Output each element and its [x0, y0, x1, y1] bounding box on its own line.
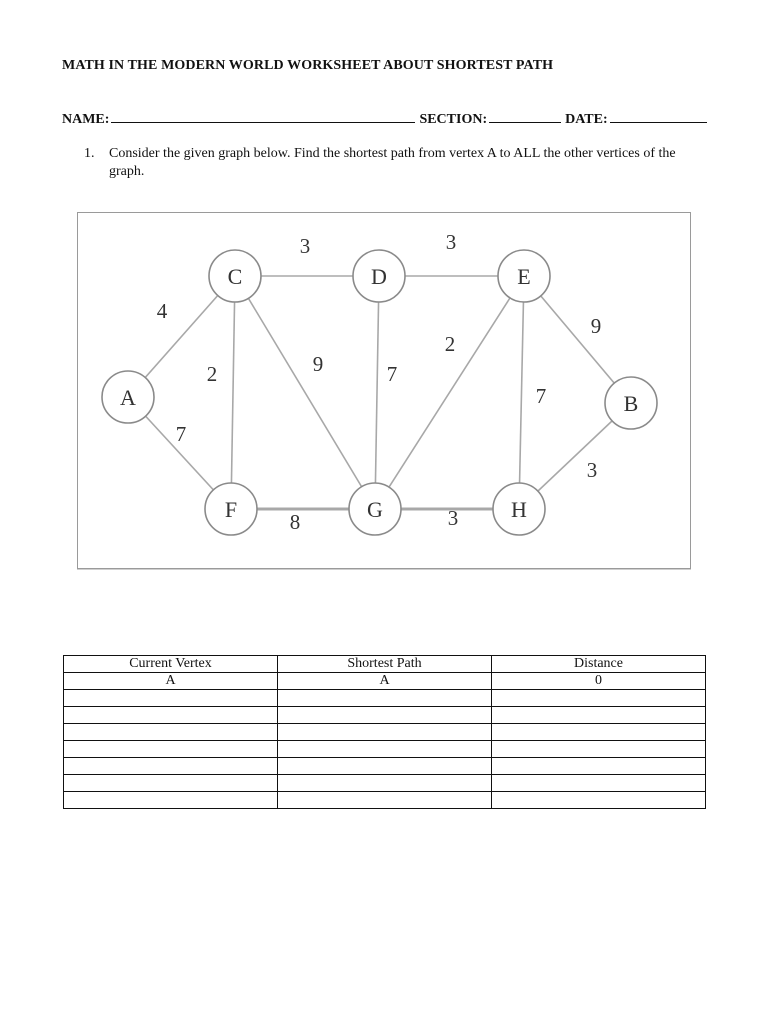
table-row [64, 741, 706, 758]
table-row [64, 758, 706, 775]
edge-weight-c-f: 2 [206, 362, 218, 386]
table-row [64, 673, 706, 690]
student-info-line [62, 110, 707, 128]
cell-current-vertex[interactable] [64, 775, 278, 792]
section-label: SECTION: [419, 112, 488, 127]
edge-weight-c-g: 9 [312, 352, 324, 376]
vertex-b-label: B [623, 391, 639, 416]
name-label: NAME: [62, 112, 110, 127]
cell-current-vertex[interactable] [64, 741, 278, 758]
worksheet-title: MATH IN THE MODERN WORLD WORKSHEET ABOUT SHORTEST PATH [62, 58, 554, 73]
cell-distance[interactable] [492, 707, 706, 724]
cell-distance[interactable] [492, 724, 706, 741]
cell-shortest-path[interactable] [278, 775, 492, 792]
vertex-f-label: F [224, 497, 238, 522]
edge-weight-a-c: 4 [156, 299, 168, 323]
cell-distance[interactable] [492, 690, 706, 707]
edge-weight-d-e: 3 [445, 230, 457, 254]
weighted-graph [78, 213, 690, 568]
cell-distance[interactable] [492, 775, 706, 792]
edge-weight-h-b: 3 [586, 458, 598, 482]
table-row [64, 724, 706, 741]
cell-shortest-path[interactable]: A [278, 673, 492, 690]
header-shortest-path: Shortest Path [278, 656, 492, 673]
cell-shortest-path[interactable] [278, 724, 492, 741]
cell-current-vertex[interactable]: A [64, 673, 278, 690]
cell-shortest-path[interactable] [278, 690, 492, 707]
cell-shortest-path[interactable] [278, 758, 492, 775]
edge-weight-a-f: 7 [175, 422, 187, 446]
table-row [64, 707, 706, 724]
cell-shortest-path[interactable] [278, 707, 492, 724]
vertex-h-label: H [511, 497, 527, 522]
vertex-e-label: E [517, 264, 531, 289]
vertex-c-label: C [227, 264, 243, 289]
table-header-row [64, 656, 706, 673]
edge-weight-e-b: 9 [590, 314, 602, 338]
edge-weight-e-g: 2 [444, 332, 456, 356]
table-row [64, 792, 706, 809]
section-blank [489, 110, 561, 123]
edge-weight-e-h: 7 [535, 384, 547, 408]
edge-c-g [235, 276, 375, 509]
header-distance: Distance [492, 656, 706, 673]
cell-distance[interactable] [492, 792, 706, 809]
question-number: 1. [84, 146, 95, 161]
cell-current-vertex[interactable] [64, 758, 278, 775]
edge-weight-g-h: 3 [447, 506, 459, 530]
cell-current-vertex[interactable] [64, 690, 278, 707]
edge-d-g [375, 276, 379, 509]
date-blank [610, 110, 707, 123]
name-blank [111, 110, 415, 123]
edge-weight-f-g: 8 [289, 510, 301, 534]
date-label: DATE: [565, 112, 608, 127]
cell-distance[interactable]: 0 [492, 673, 706, 690]
edge-weight-d-g: 7 [386, 362, 398, 386]
cell-shortest-path[interactable] [278, 741, 492, 758]
header-current-vertex: Current Vertex [64, 656, 278, 673]
question-1 [84, 145, 704, 181]
answer-table [63, 655, 706, 809]
table-row [64, 775, 706, 792]
cell-shortest-path[interactable] [278, 792, 492, 809]
question-text: Consider the given graph below. Find the shortest path from vertex A to ALL the other vertices of the graph. [109, 146, 676, 179]
graph-figure [77, 212, 691, 569]
edge-c-f [231, 276, 235, 509]
cell-distance[interactable] [492, 758, 706, 775]
table-row [64, 690, 706, 707]
cell-current-vertex[interactable] [64, 724, 278, 741]
edge-weight-c-d: 3 [299, 234, 311, 258]
edge-e-g [375, 276, 524, 509]
vertex-g-label: G [367, 497, 383, 522]
cell-current-vertex[interactable] [64, 707, 278, 724]
vertex-d-label: D [371, 264, 387, 289]
vertex-a-label: A [120, 385, 136, 410]
edge-e-h [519, 276, 524, 509]
cell-distance[interactable] [492, 741, 706, 758]
cell-current-vertex[interactable] [64, 792, 278, 809]
